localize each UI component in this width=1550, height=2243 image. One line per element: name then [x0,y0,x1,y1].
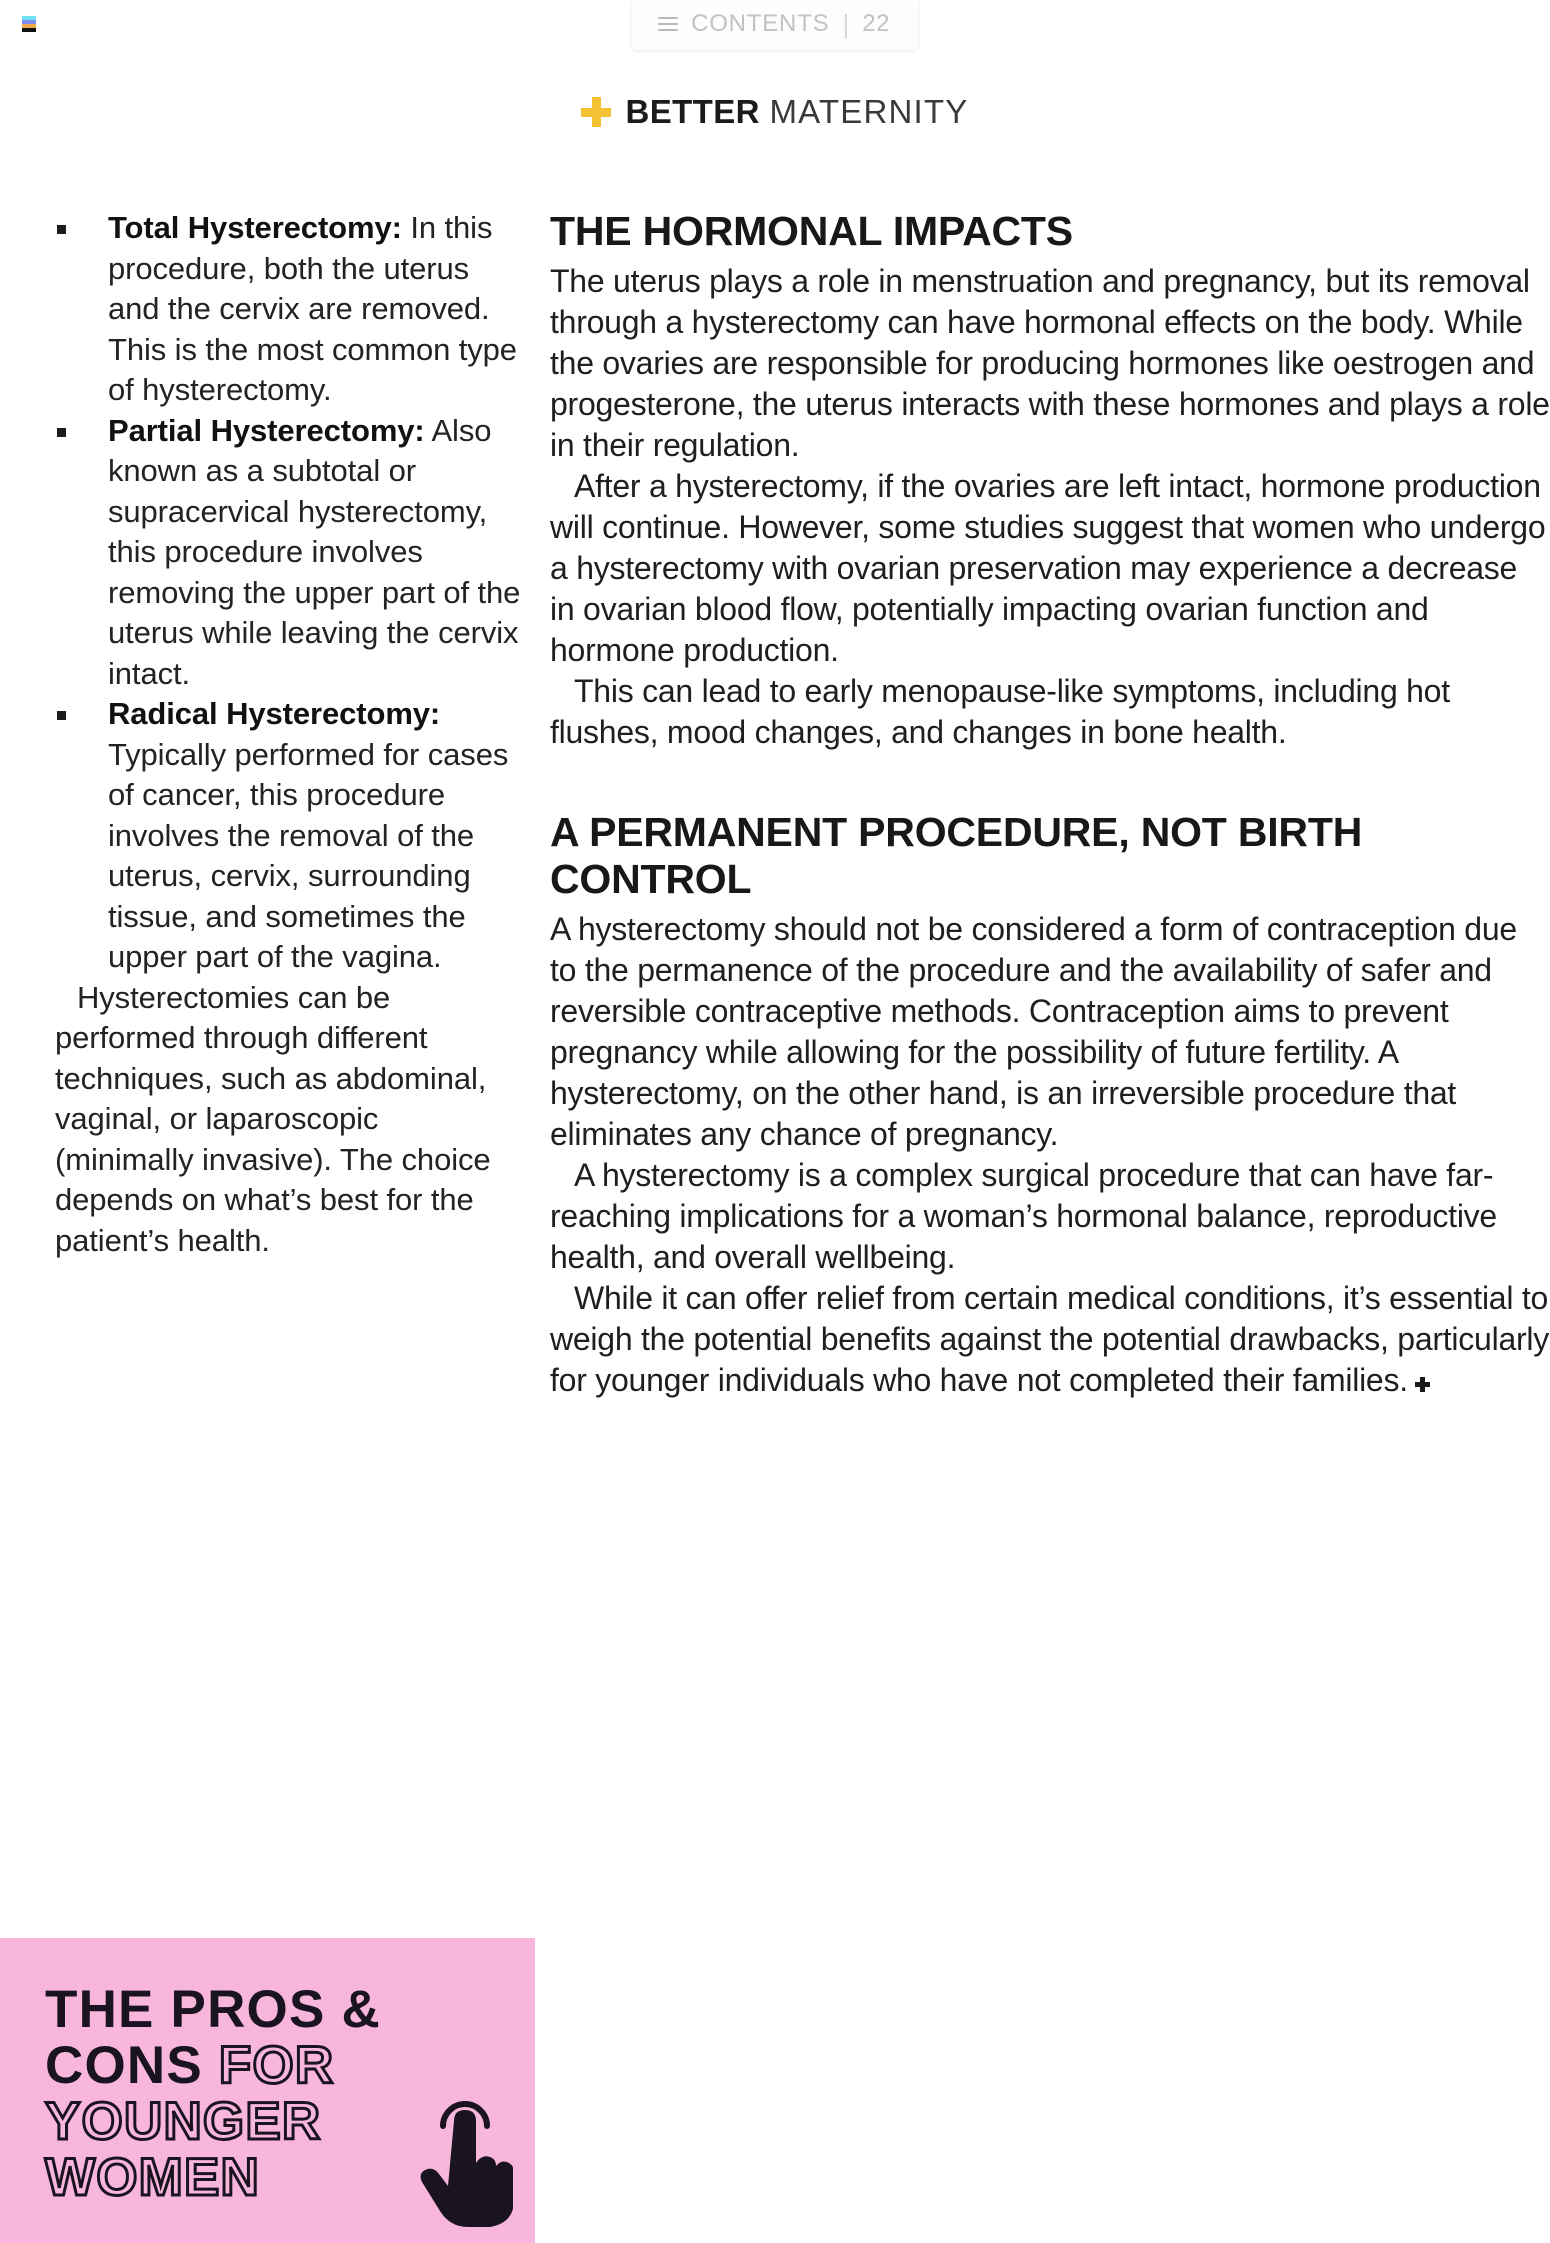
section-heading-permanent-procedure: A PERMANENT PROCEDURE, NOT BIRTH CONTROL [550,809,1363,902]
promo-heading [45,1982,381,2206]
paragraph: After a hysterectomy, if the ovaries are left intact, hormone production will continue. However, some studies suggest that women who undergo a hysterectomy with ovarian preservation may experience a decrease in ovarian blood flow, potentially impacting ovarian function and hormone production. [550,468,1546,668]
paragraph: A hysterectomy is a complex surgical procedure that can have far-reaching implications for a woman’s hormonal balance, reproductive health, and overall wellbeing. [550,1157,1497,1275]
promo-teaser-block[interactable] [0,1938,535,2243]
contents-separator: | [842,9,850,39]
paragraph-final-text: While it can offer relief from certain medical conditions, it’s essential to weigh the potential benefits against the potential drawbacks, particularly for younger individuals who have not completed their families. [550,1280,1549,1398]
plus-end-mark-icon [1415,1377,1430,1392]
promo-line-2-solid: CONS [45,2036,203,2095]
paragraph: The uterus plays a role in menstruation and pregnancy, but its removal through a hysterectomy can have hormonal effects on the body. While the ovaries are responsible for producing hormones like oestrogen and progesterone, the uterus interacts with these hormones and plays a role in their regulation. [550,263,1550,463]
list-item-text: Also known as a subtotal or supracervical hysterectomy, this procedure involves removing the upper part of the uterus while leaving the cervix intact. [108,412,521,691]
article-columns [0,208,1550,2243]
left-column [0,208,535,2243]
list-item-term: Radical Hysterectomy: [108,696,441,731]
section-heading-hormonal-impacts: THE HORMONAL IMPACTS [550,208,1073,254]
page-number: 22 [862,10,890,37]
plus-cross-icon [581,97,611,127]
promo-line-4: WOMEN [45,2148,261,2207]
list-item [55,694,525,978]
paragraph-final [550,1278,1550,1401]
color-calibration-mark [22,16,36,32]
promo-line-1: THE PROS & [45,1980,381,2039]
list-item [55,411,525,695]
list-item-text: In this procedure, both the uterus and the cervix are removed. This is the most common type of hysterectomy. [108,210,517,407]
paragraph: This can lead to early menopause-like symptoms, including hot flushes, mood changes, and changes in bone health. [550,673,1450,750]
left-column-paragraph: Hysterectomies can be performed through different techniques, such as abdominal, vaginal, or laparoscopic (minimally invasive). The choice depends on what’s best for the patient’s health. [55,979,491,1258]
promo-line-3: YOUNGER [45,2092,322,2151]
promo-line-2-outline: FOR [218,2036,335,2095]
contents-button[interactable] [632,0,918,50]
brand-title [625,93,968,131]
masthead [0,93,1550,131]
hamburger-icon[interactable] [658,17,678,31]
pointing-hand-tap-icon [413,2088,513,2238]
brand-bold: BETTER [625,93,760,130]
list-item-text: Typically performed for cases of cancer, this procedure involves the removal of the uterus, cervix, surrounding tissue, and sometimes the upper part of the vagina. [108,736,509,974]
contents-label: CONTENTS [691,10,830,37]
brand-light: MATERNITY [769,93,969,130]
promo-line-2 [45,2038,381,2094]
list-item-term: Total Hysterectomy: [108,210,402,245]
list-item [55,208,525,411]
list-item-term: Partial Hysterectomy: [108,412,425,448]
right-column [535,208,1550,2243]
hysterectomy-types-list [55,208,525,978]
paragraph: A hysterectomy should not be considered a form of contraception due to the permanence of the procedure and the availability of safer and reversible contraceptive methods. Contraception aims to prevent pregnancy while allowing for the possibility of future fertility. A hysterectomy, on the other hand, is an irreversible procedure that eliminates any chance of pregnancy. [550,911,1517,1152]
